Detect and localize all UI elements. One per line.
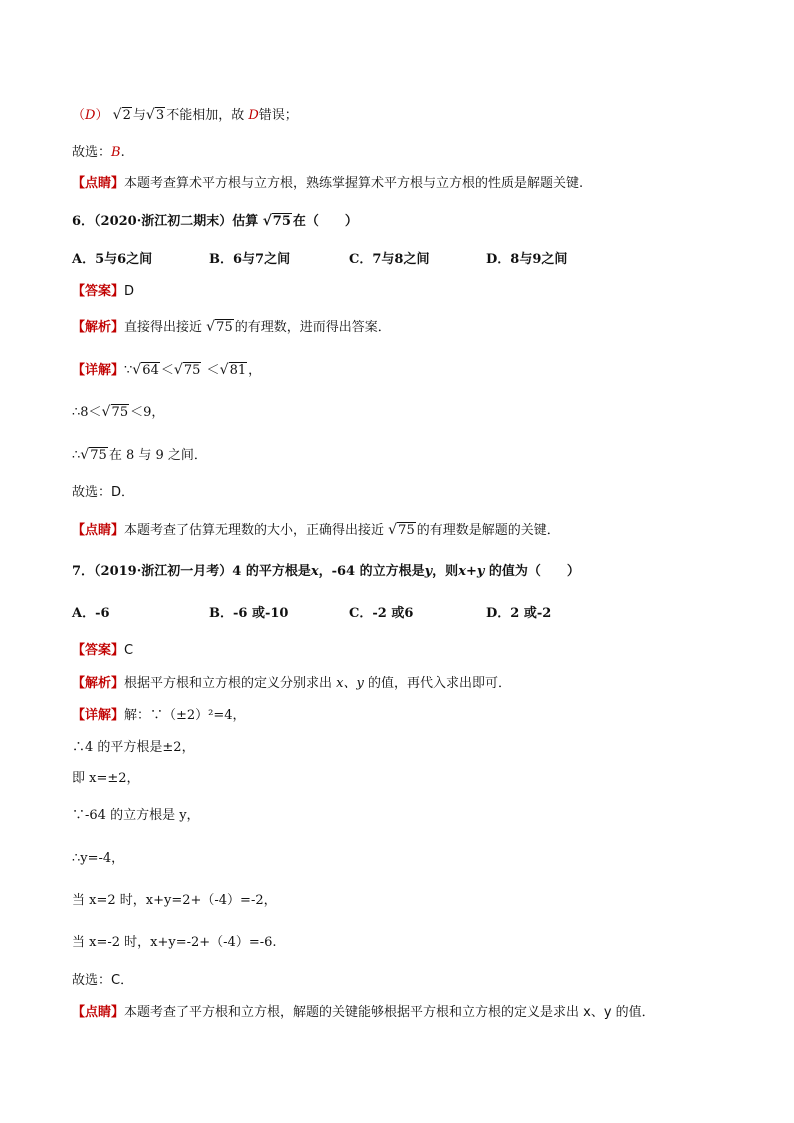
q7-step-2: 即 x=±2，: [72, 771, 140, 786]
q7-option-c: C．-2 或6: [349, 606, 414, 621]
q6-options: [72, 250, 672, 270]
q7-option-d: D．2 或-2: [486, 606, 552, 621]
q7-review: 【点睛】本题考查了平方根和立方根，解题的关键能够根据平方根和立方根的定义是求出 x、y 的值．: [72, 1005, 655, 1020]
q6-analysis: 【解析】直接得出接近 √ 75 的有理数，进而得出答案．: [72, 318, 391, 338]
sqrt-3: √ 3: [145, 107, 165, 123]
q7-stem: 7．（2019·浙江初一月考）4 的平方根是x，-64 的立方根是y，则x+y 的值为（ ）: [72, 564, 580, 579]
sqrt-75: √ 75: [262, 213, 291, 229]
q6-stem: 6．（2020·浙江初二期末）估算 √ 75 在（ ）: [72, 212, 358, 232]
q6-step-3: ∴ √ 75 在 8 与 9 之间．: [72, 446, 207, 466]
q7-option-a: A．-6: [72, 606, 110, 621]
option-d-explanation: （D） √ 2 与 √ 3 不能相加，故 D错误；: [72, 106, 298, 126]
q7-step-1: ∴4 的平方根是±2，: [72, 740, 195, 755]
q6-answer: 【答案】D: [72, 284, 135, 299]
sqrt-75: √ 75: [173, 362, 201, 378]
q7-step-3: ∵-64 的立方根是 y，: [72, 808, 200, 823]
q7-step-4: ∴y=-4，: [72, 851, 125, 866]
sqrt-75: √ 75: [388, 522, 415, 538]
q7-detail: 【详解】解：∵（±2）²=4，: [72, 708, 246, 723]
q7-select: 故选：C．: [72, 973, 134, 988]
q6-option-d: D．8与9之间: [486, 252, 568, 267]
q7-options: [72, 604, 672, 624]
q6-step-2: ∴8＜ √ 75 ＜9，: [72, 403, 164, 423]
top-select: 故选：B.: [72, 145, 125, 160]
sqrt-75: √ 75: [206, 319, 233, 335]
review-tag: 【点睛】: [72, 176, 125, 191]
top-review: 【点睛】本题考查算术平方根与立方根，熟练掌握算术平方根与立方根的性质是解题关键.: [72, 176, 584, 191]
q6-select: 故选：D．: [72, 485, 135, 500]
q7-option-b: B．-6 或-10: [209, 606, 289, 621]
q7-step-6: 当 x=-2 时，x+y=-2+（-4）=-6.: [72, 935, 277, 950]
sqrt-75: √ 75: [80, 447, 107, 463]
sqrt-75: √ 75: [101, 404, 129, 420]
q6-option-c: C．7与8之间: [349, 252, 430, 267]
sqrt-81: √ 81: [219, 362, 247, 378]
q6-review: 【点睛】本题考查了估算无理数的大小，正确得出接近 √ 75 的有理数是解题的关键．: [72, 521, 560, 541]
q7-analysis: 【解析】根据平方根和立方根的定义分别求出 x、y 的值，再代入求出即可．: [72, 676, 512, 691]
q6-option-a: A．5与6之间: [72, 252, 153, 267]
q6-option-b: B．6与7之间: [209, 252, 291, 267]
q6-detail: 【详解】∵ √ 64 ＜ √ 75 ＜ √ 81 ，: [72, 361, 261, 381]
sqrt-64: √ 64: [132, 362, 159, 378]
q7-step-5: 当 x=2 时，x+y=2+（-4）=-2，: [72, 893, 277, 908]
q7-answer: 【答案】C: [72, 643, 134, 658]
sqrt-2: √ 2: [112, 107, 131, 123]
